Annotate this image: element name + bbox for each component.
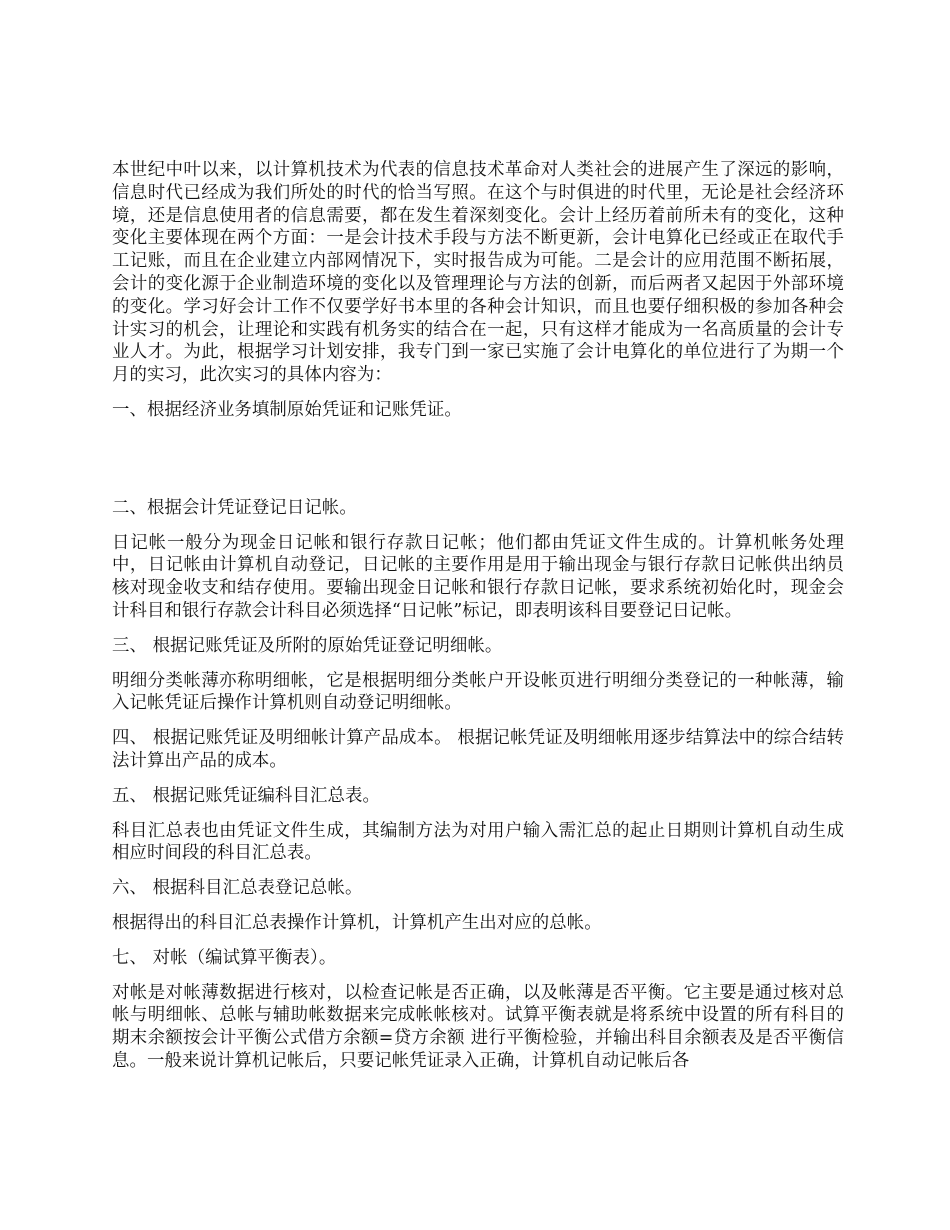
section-heading-4: 四、 根据记账凭证及明细帐计算产品成本。 根据记帐凭证及明细帐用逐步结算法中的综合结转法计算出产品的成本。: [112, 728, 844, 771]
blank-space: [112, 434, 844, 497]
section-heading-2: 二、根据会计凭证登记日记帐。: [112, 497, 357, 518]
section-heading-3: 三、 根据记账凭证及所附的原始凭证登记明细帐。: [112, 635, 503, 656]
section-heading-5: 五、 根据记账凭证编科目汇总表。: [112, 785, 380, 806]
section-body-2: 日记帐一般分为现金日记帐和银行存款日记帐；他们都由凭证文件生成的。计算机帐务处理中，日记帐由计算机自动登记，日记帐的主要作用是用于输出现金与银行存款日记帐供出纳员核对现金收支和结存使用。要输出现金日记帐和银行存款日记帐，要求系统初始化时，现金会计科目和银行存款会计科目必须选择“日记帐”标记，即表明该科目要登记日记帐。: [112, 532, 844, 621]
section-heading-7: 七、 对帐（编试算平衡表）。: [112, 947, 337, 968]
section-body-5: 科目汇总表也由凭证文件生成，其编制方法为对用户输入需汇总的起止日期则计算机自动生成相应时间段的科目汇总表。: [112, 820, 844, 864]
section-heading-1: 一、根据经济业务填制原始凭证和记账凭证。: [112, 399, 462, 420]
section-body-6: 根据得出的科目汇总表操作计算机，计算机产生出对应的总帐。: [112, 912, 602, 933]
document-page: [112, 159, 844, 1085]
section-body-7: 对帐是对帐薄数据进行核对，以检查记帐是否正确，以及帐薄是否平衡。它主要是通过核对总帐与明细帐、总帐与辅助帐数据来完成帐帐核对。试算平衡表就是将系统中设置的所有科目的期末余额按会计平衡公式借方余额=贷方余额 进行平衡检验，并输出科目余额表及是否平衡信息。一般来说计算机记帐后，只要记帐凭证录入正确，计算机自动记帐后各: [112, 982, 844, 1071]
section-body-3: 明细分类帐薄亦称明细帐，它是根据明细分类帐户开设帐页进行明细分类登记的一种帐薄，输入记帐凭证后操作计算机则自动登记明细帐。: [112, 670, 844, 714]
section-heading-6: 六、 根据科目汇总表登记总帐。: [112, 878, 363, 899]
intro-paragraph: 本世纪中叶以来，以计算机技术为代表的信息技术革命对人类社会的进展产生了深远的影响，信息时代已经成为我们所处的时代的恰当写照。在这个与时俱进的时代里，无论是社会经济环境，还是信息使用者的信息需要，都在发生着深刻变化。会计上经历着前所未有的变化，这种变化主要体现在两个方面：一是会计技术手段与方法不断更新，会计电算化已经或正在取代手工记账，而且在企业建立内部网情况下，实时报告成为可能。二是会计的应用范围不断拓展，会计的变化源于企业制造环境的变化以及管理理论与方法的创新，而后两者又起因于外部环境的变化。学习好会计工作不仅要学好书本里的各种会计知识，而且也要仔细积极的参加各种会计实习的机会，让理论和实践有机务实的结合在一起，只有这样才能成为一名高质量的会计专业人才。为此，根据学习计划安排，我专门到一家已实施了会计电算化的单位进行了为期一个月的实习，此次实习的具体内容为：: [112, 160, 844, 386]
